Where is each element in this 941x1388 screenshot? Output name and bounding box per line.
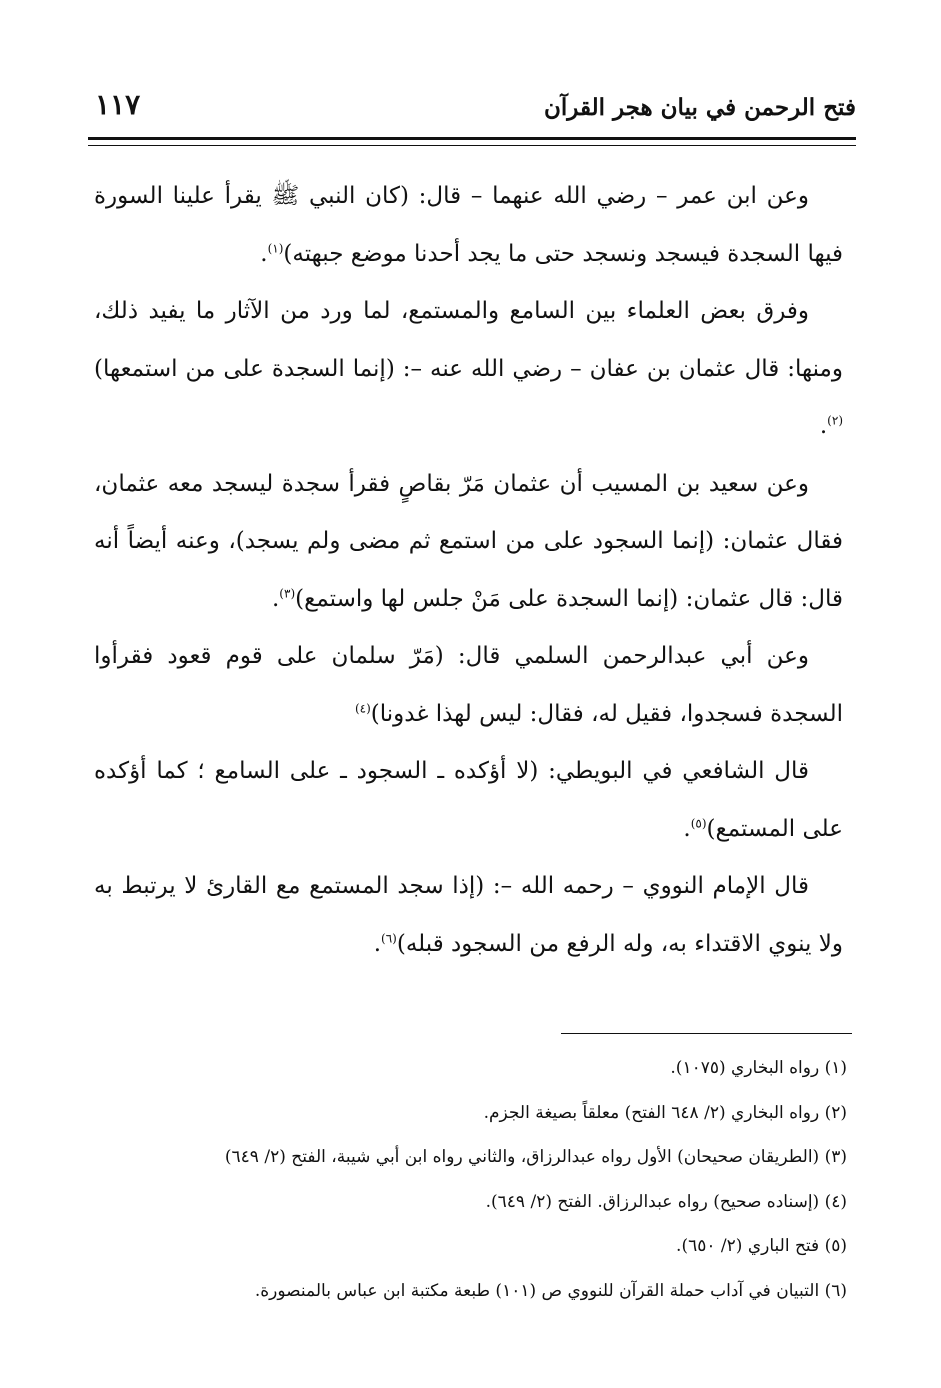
- footnote: (٣) (الطريقان صحيحان) الأول رواه عبدالرزاق، والثاني رواه ابن أبي شيبة، الفتح (٢/ ٦٤٩): [224, 1147, 847, 1167]
- paragraph-tail: .: [819, 413, 828, 439]
- paragraph: [94, 283, 843, 456]
- footnote-ref: (٢): [827, 413, 843, 428]
- main-text: [94, 168, 843, 973]
- paragraph: [94, 168, 843, 283]
- footnote: (٦) التبيان في آداب حملة القرآن للنووي ص (١٠١) طبعة مكتبة ابن عباس بالمنصورة.: [254, 1280, 847, 1301]
- footnote-ref: (١): [267, 240, 284, 255]
- paragraph-tail: .: [271, 585, 280, 612]
- paragraph-text: وعن سعيد بن المسيب أن عثمان مَرّ بقاصٍ فقرأ سجدة ليسجد معه عثمان، فقال عثمان: (إنما السجود على من استمع ثم مضى ولم يسجد)، وعنه أيضاً أنه قال: قال عثمان: (إنما السجدة على مَنْ جلس لها واستمع): [94, 470, 843, 612]
- footnote: (٤) (إسناده صحيح) رواه عبدالرزاق. الفتح (٢/ ٦٤٩).: [485, 1191, 847, 1212]
- paragraph: [94, 456, 843, 629]
- footnotes-list: [90, 1046, 847, 1313]
- footnote: (١) رواه البخاري (١٠٧٥).: [670, 1058, 847, 1078]
- paragraph-text: وفرق بعض العلماء بين السامع والمستمع، لما ورد من الآثار ما يفيد ذلك، ومنها: قال عثمان بن عفان – رضي الله عنه –: (إنما السجدة على من استمعها): [94, 298, 843, 382]
- paragraph: [94, 628, 843, 743]
- running-header: [95, 86, 856, 132]
- footnote-ref: (٣): [279, 585, 296, 600]
- paragraph: [94, 743, 843, 858]
- footnote-ref: (٦): [381, 930, 397, 945]
- footnote: (٢) رواه البخاري (٢/ ٦٤٨ الفتح) معلقاً بصيغة الجزم.: [483, 1102, 847, 1123]
- page-number: ١١٧: [95, 88, 141, 121]
- header-rule-thick: [88, 137, 856, 140]
- paragraph-tail: .: [373, 930, 382, 957]
- paragraph-text: قال الشافعي في البويطي: (لا أؤكده ـ السجود ـ على السامع ؛ كما أؤكده على المستمع): [94, 758, 843, 842]
- footnote-ref: (٤): [354, 700, 371, 715]
- paragraph-text: وعن ابن عمر – رضي الله عنهما – قال: (كان النبي ﷺ يقرأ علينا السورة فيها السجدة فيسجد ونسجد حتى ما يجد أحدنا موضع جبهته): [94, 183, 843, 267]
- paragraph: [94, 858, 843, 973]
- footnote-ref: (٥): [690, 815, 707, 830]
- footnote-separator: [561, 1033, 852, 1034]
- footnote: (٥) فتح الباري (٢/ ٦٥٠).: [676, 1236, 847, 1256]
- paragraph-tail: .: [683, 815, 691, 842]
- paragraph-tail: .: [260, 240, 268, 267]
- book-title: فتح الرحمن في بيان هجر القرآن: [543, 94, 856, 121]
- paragraph-text: وعن أبي عبدالرحمن السلمي قال: (مَرّ سلمان على قوم قعود فقرأوا السجدة فسجدوا، فقيل له، فقال: ليس لهذا غدونا): [94, 643, 843, 727]
- header-rule-thin: [88, 145, 856, 146]
- paragraph-text: قال الإمام النووي – رحمه الله –: (إذا سجد المستمع مع القارئ لا يرتبط به ولا ينوي الاقتداء به، وله الرفع من السجود قبله): [94, 873, 843, 957]
